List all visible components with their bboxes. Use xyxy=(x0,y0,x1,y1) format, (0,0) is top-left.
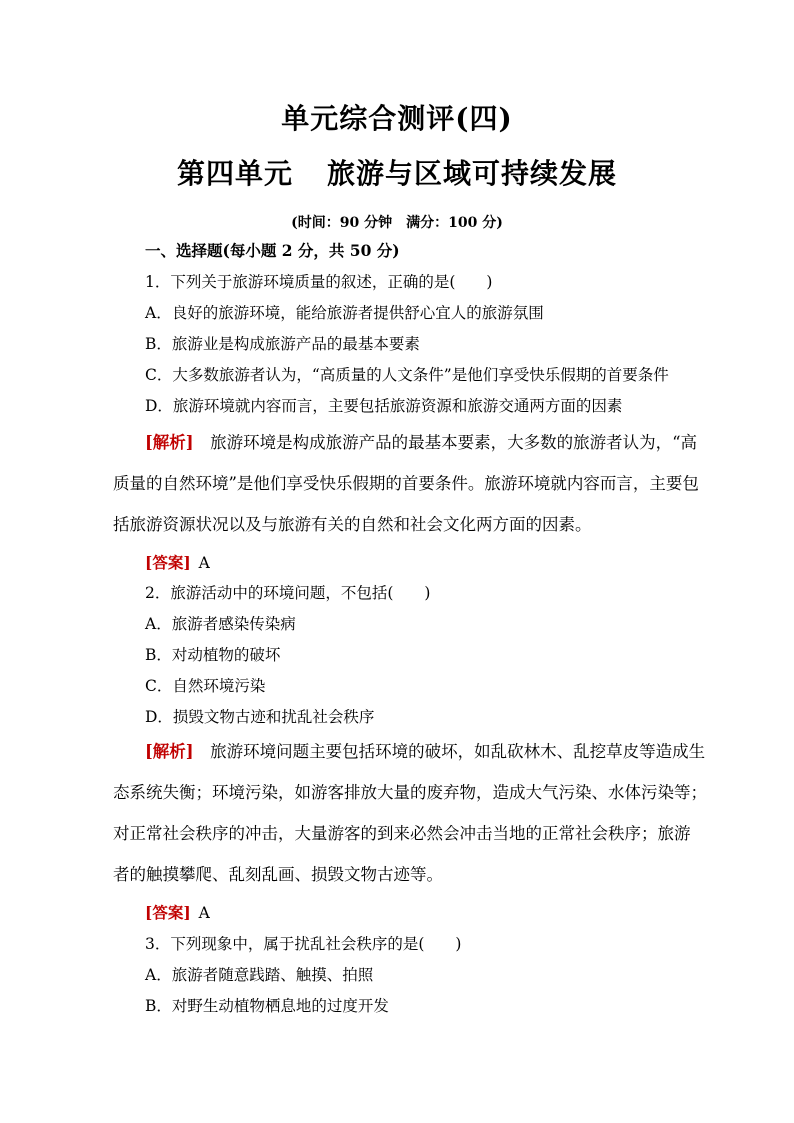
question-2-option-d: D．损毁文物古迹和扰乱社会秩序 xyxy=(145,708,375,726)
analysis-tag: [解析] xyxy=(145,742,194,761)
unit-label: 第四单元 xyxy=(176,157,293,190)
question-2-option-a: A．旅游者感染传染病 xyxy=(145,615,296,633)
exam-meta: (时间：90 分钟 满分：100 分) xyxy=(291,215,503,231)
question-1-analysis-line-1 xyxy=(145,432,715,454)
question-1-analysis-line-2: 质量的自然环境”是他们享受快乐假期的首要条件。旅游环境就内容而言，主要包 xyxy=(113,474,699,493)
question-2-analysis-line-4: 者的触摸攀爬、乱刻乱画、损毁文物古迹等。 xyxy=(113,865,443,884)
answer-tag: [答案] xyxy=(145,903,191,922)
question-1-analysis-line-3: 括旅游资源状况以及与旅游有关的自然和社会文化两方面的因素。 xyxy=(113,515,592,534)
question-1-option-b: B．旅游业是构成旅游产品的最基本要素 xyxy=(145,335,420,353)
question-2-analysis-line-3: 对正常社会秩序的冲击，大量游客的到来必然会冲击当地的正常社会秩序；旅游 xyxy=(113,824,691,843)
question-1-stem: 1．下列关于旅游环境质量的叙述，正确的是( ) xyxy=(145,273,493,291)
analysis-text: 旅游环境是构成旅游产品的最基本要素，大多数的旅游者认为，“高 xyxy=(210,433,698,452)
document-title: 单元综合测评(四) xyxy=(281,102,513,135)
question-2-option-c: C．自然环境污染 xyxy=(145,677,266,695)
question-1-option-c: C．大多数旅游者认为，“高质量的人文条件”是他们享受快乐假期的首要条件 xyxy=(145,366,669,384)
answer-tag: [答案] xyxy=(145,553,191,572)
unit-heading xyxy=(0,152,794,192)
question-3-option-b: B．对野生动植物栖息地的过度开发 xyxy=(145,997,389,1015)
question-1-option-a: A．良好的旅游环境，能给旅游者提供舒心宜人的旅游氛围 xyxy=(145,304,544,322)
question-1-answer xyxy=(145,553,210,573)
answer-value: A xyxy=(198,554,210,572)
question-2-answer xyxy=(145,903,210,923)
question-2-stem: 2．旅游活动中的环境问题，不包括( ) xyxy=(145,584,431,602)
analysis-tag: [解析] xyxy=(145,433,194,452)
question-3-option-a: A．旅游者随意践踏、触摸、拍照 xyxy=(145,966,374,984)
question-3-stem: 3．下列现象中，属于扰乱社会秩序的是( ) xyxy=(145,935,462,953)
question-1-option-d: D．旅游环境就内容而言，主要包括旅游资源和旅游交通两方面的因素 xyxy=(145,397,623,415)
analysis-text: 旅游环境问题主要包括环境的破坏，如乱砍林木、乱挖草皮等造成生 xyxy=(210,742,706,761)
question-2-option-b: B．对动植物的破坏 xyxy=(145,646,281,664)
answer-value: A xyxy=(198,904,210,922)
question-2-analysis-line-2: 态系统失衡；环境污染，如游客排放大量的废弃物，造成大气污染、水体污染等； xyxy=(113,783,707,802)
question-2-analysis-line-1 xyxy=(145,741,715,763)
section-heading: 一、选择题(每小题 2 分，共 50 分) xyxy=(145,241,400,260)
unit-subject: 旅游与区域可持续发展 xyxy=(327,157,618,190)
